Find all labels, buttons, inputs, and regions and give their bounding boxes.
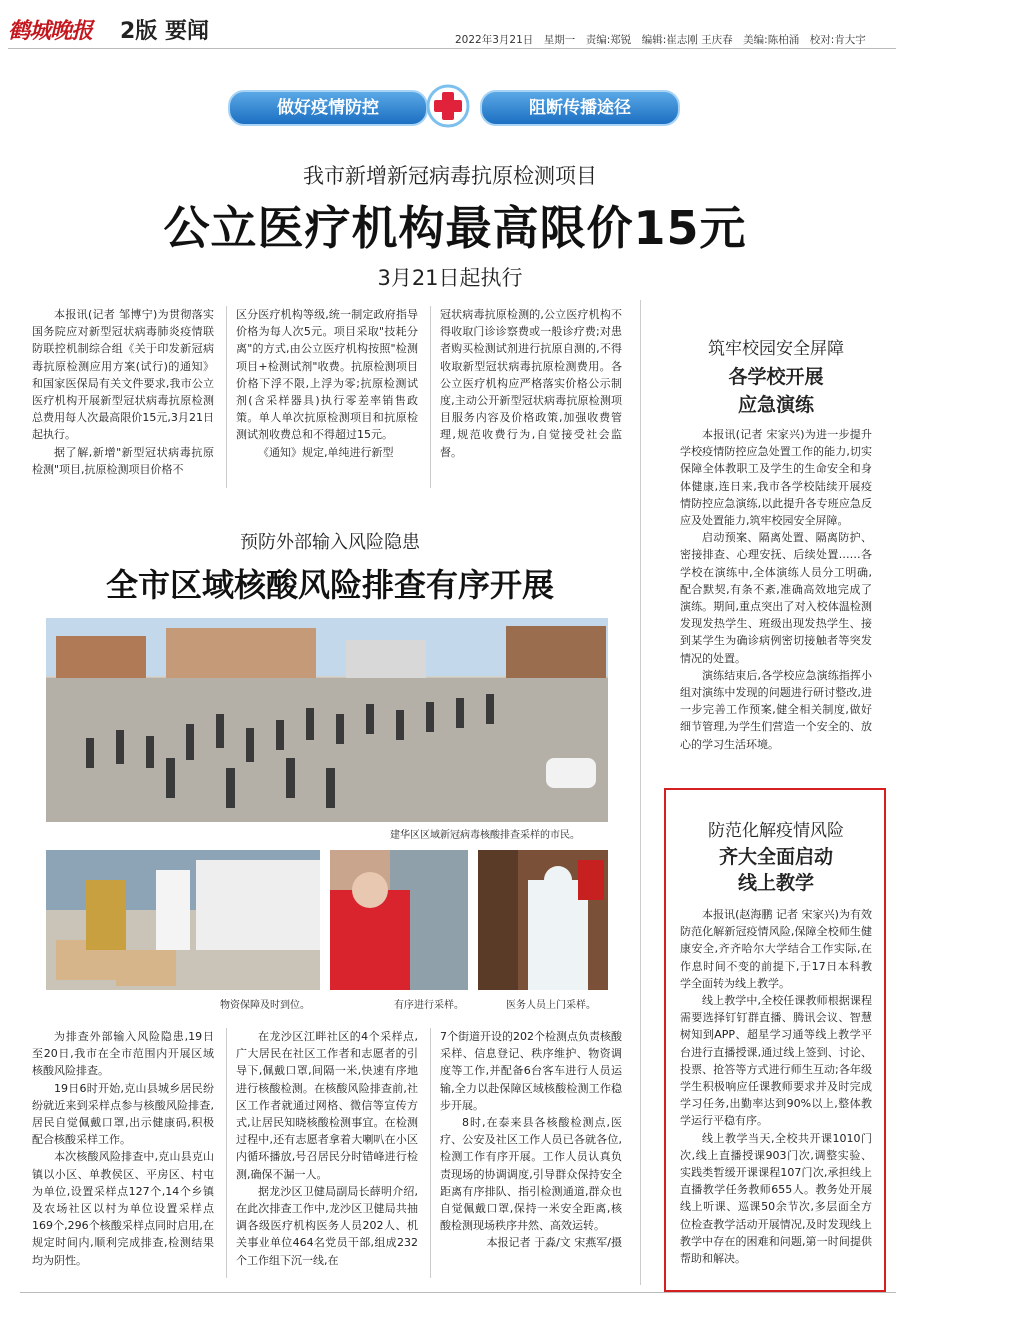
side1-kicker: 筑牢校园安全屏障 bbox=[708, 339, 844, 359]
story2-column-1: 为排查外部输入风险隐患,19日至20日,我市在全市范围内开展区域核酸风险排查。 19日6时开始,克山县城乡居民纷纷就近来到采样点参与核酸风险排查,居民自觉佩戴口罩,出示健康码,积极配合核酸采样工作。 本次核酸风险排查中,克山县克山镇以小区、单教侯区、平房区、村屯为单位,设置采样点127个,14个乡镇及农场社区以村为单位设置采样点169个,296个核酸采样点同时启用,在规定时间内,顺利完成排查,检测结果均为阴性。 bbox=[32, 1030, 214, 1267]
column-divider bbox=[226, 306, 227, 488]
story2-byline: 本报记者 于淼/文 宋燕军/摄 bbox=[486, 1236, 622, 1250]
banner-left: 做好疫情防控 bbox=[228, 90, 428, 126]
newspaper-logo: 鹤城晚报 bbox=[8, 18, 93, 44]
column-divider bbox=[226, 1028, 227, 1278]
photo-supplies bbox=[46, 850, 320, 990]
photo-door-caption: 医务人员上门采样。 bbox=[506, 1000, 596, 1011]
story1-kicker: 我市新增新冠病毒抗原检测项目 bbox=[303, 164, 597, 188]
side2-headline-line1: 齐大全面启动 bbox=[718, 846, 833, 868]
story2-column-3: 7个街道开设的202个检测点负责核酸采样、信息登记、秩序维护、物资调度等工作,并配备6台客车进行人员运输,全力以赴保障区域核酸检测工作稳步开展。 8时,在泰来县各核酸检测点,医疗、公安及社区工作人员已各就各位,检测工作有序开展。工作人员认真负责现场的协调调度,引导群众保持安全距离有序排队、指引检测通道,群众也自觉佩戴口罩,保持一米安全距离,核酸检测现场秩序井然、高效运转。 本报记者 于淼/文 宋燕军/摄 bbox=[440, 1028, 622, 1252]
medical-cross-icon bbox=[420, 84, 476, 128]
section-divider bbox=[640, 300, 641, 1285]
side1-headline-line2: 应急演练 bbox=[737, 394, 814, 416]
side1-body: 本报讯(记者 宋家兴)为进一步提升学校疫情防控应急处置工作的能力,切实保障全体教职工及学生的生命安全和身体健康,连日来,我市各学校陆续开展疫情防控应急演练,以此提升各专班应急反应及处置能力,筑牢校园安全屏障。 启动预案、隔离处置、隔离防护、密接排查、心理安抚、后续处置……各学校在演练中,全体演练人员分工明确,配合默契,有条不紊,准确高效地完成了演练。期间,重点突出了对入校体温检测发现发热学生、班级出现发热学生、接到某学生为确诊病例密切接触者等突发情况的处置。 演练结束后,各学校应急演练指挥小组对演练中发现的问题进行研讨整改,进一步完善工作预案,健全相关制度,做好细节管理,为学生们营造一个安全的、放心的学习生活环境。 bbox=[680, 428, 872, 751]
side2-headline-line2: 线上教学 bbox=[737, 872, 814, 894]
photo-sampling-caption: 有序进行采样。 bbox=[394, 1000, 464, 1011]
photo-supplies-caption: 物资保障及时到位。 bbox=[220, 1000, 310, 1011]
header-rule bbox=[8, 48, 896, 49]
photo-sampling bbox=[330, 850, 468, 990]
campaign-banner bbox=[228, 84, 680, 128]
footer-rule bbox=[20, 1292, 896, 1293]
side2-kicker: 防范化解疫情风险 bbox=[708, 821, 844, 841]
page-meta: 2022年3月21日 星期一 责编:郑锐 编辑:崔志刚 王庆春 美编:陈柏涌 校对:肯大宇 bbox=[455, 34, 866, 46]
side1-headline-line1: 各学校开展 bbox=[728, 366, 824, 388]
photo-door-sampling bbox=[478, 850, 608, 990]
story2-column-2: 在龙沙区江畔社区的4个采样点,广大居民在社区工作者和志愿者的引导下,佩戴口罩,间隔一米,快速有序地进行核酸检测。在核酸风险排查前,社区工作者就通过网格、微信等宣传方式,让居民知晓核酸检测事宜。在检测过程中,还有志愿者拿着大喇叭在小区内循环播放,号召居民分时错峰进行检测,确保不漏一人。 据龙沙区卫健局副局长薛明介绍,在此次排查工作中,龙沙区卫健局共抽调各级医疗机构医务人员202人、机关事业单位464名党员干部,组成232个工作组下沉一线,在 bbox=[236, 1030, 418, 1267]
story1-column-1: 本报讯(记者 邹博宁)为贯彻落实国务院应对新型冠状病毒肺炎疫情联防联控机制综合组《关于印发新冠病毒抗原检测应用方案(试行)的通知》和国家医保局有关文件要求,我市公立医疗机构开展新型冠状病毒抗原检测总费用每人次最高限价15元,3月21日起执行。 据了解,新增"新型冠状病毒抗原检测"项目,抗原检测项目价格不 bbox=[32, 308, 214, 476]
banner-right: 阻断传播途径 bbox=[480, 90, 680, 126]
story2-kicker: 预防外部输入风险隐患 bbox=[240, 532, 420, 553]
page-label: 2版 要闻 bbox=[120, 19, 209, 44]
story2-headline: 全市区域核酸风险排查有序开展 bbox=[105, 566, 554, 604]
side2-body: 本报讯(赵海鹏 记者 宋家兴)为有效防范化解新冠疫情风险,保障全校师生健康安全,齐齐哈尔大学结合工作实际,在作息时间不变的前提下,于17日本科教学全面转为线上教学。 线上教学中,全校任课教师根据课程需要选择钉钉群直播、腾讯会议、智慧树知到APP、超星学习通等线上教学平台进行直播授课,通过线上签到、讨论、投票、抢答等方式进行师生互动;各年级学生积极响应任课教师要求并及时完成学习任务,出勤率达到90%以上,整体教学运行平稳有序。 线上教学当天,全校共开课1010门次,线上直播授课903门次,调整实验、实践类暂缓开课课程107门次,承担线上直播教学任务教师655人。教务处开展线上听课、巡课50余节次,多层面全方位检查教学活动开展情况,及时发现线上教学中存在的困难和问题,第一时间提供帮助和解决。 bbox=[680, 908, 872, 1266]
main-photo-caption: 建华区区域新冠病毒核酸排查采样的市民。 bbox=[390, 830, 580, 841]
column-divider bbox=[430, 1028, 431, 1278]
story1-subhead: 3月21日起执行 bbox=[377, 266, 523, 290]
main-photo bbox=[46, 618, 608, 822]
story1-column-3: 冠状病毒抗原检测的,公立医疗机构不得收取门诊诊察费或一般诊疗费;对患者购买检测试剂进行抗原自测的,不得收取新型冠状病毒抗原检测费用。各公立医疗机构应严格落实价格公示制度,主动公开新型冠状病毒抗原检测项目服务内容及价格政策,加强收费管理,规范收费行为,自觉接受社会监督。 bbox=[440, 308, 622, 459]
column-divider bbox=[430, 306, 431, 488]
story1-headline: 公立医疗机构最高限价15元 bbox=[163, 201, 747, 255]
story1-column-2: 区分医疗机构等级,统一制定政府指导价格为每人次5元。项目采取"技耗分离"的方式,由公立医疗机构按照"检测项目+检测试剂"收费。抗原检测项目价格下浮不限,上浮为零;抗原检测试剂(含采样器具)执行零差率销售政策。单人单次抗原检测项目和抗原检测试剂收费总和不得超过15元。 《通知》规定,单纯进行新型 bbox=[236, 308, 418, 459]
